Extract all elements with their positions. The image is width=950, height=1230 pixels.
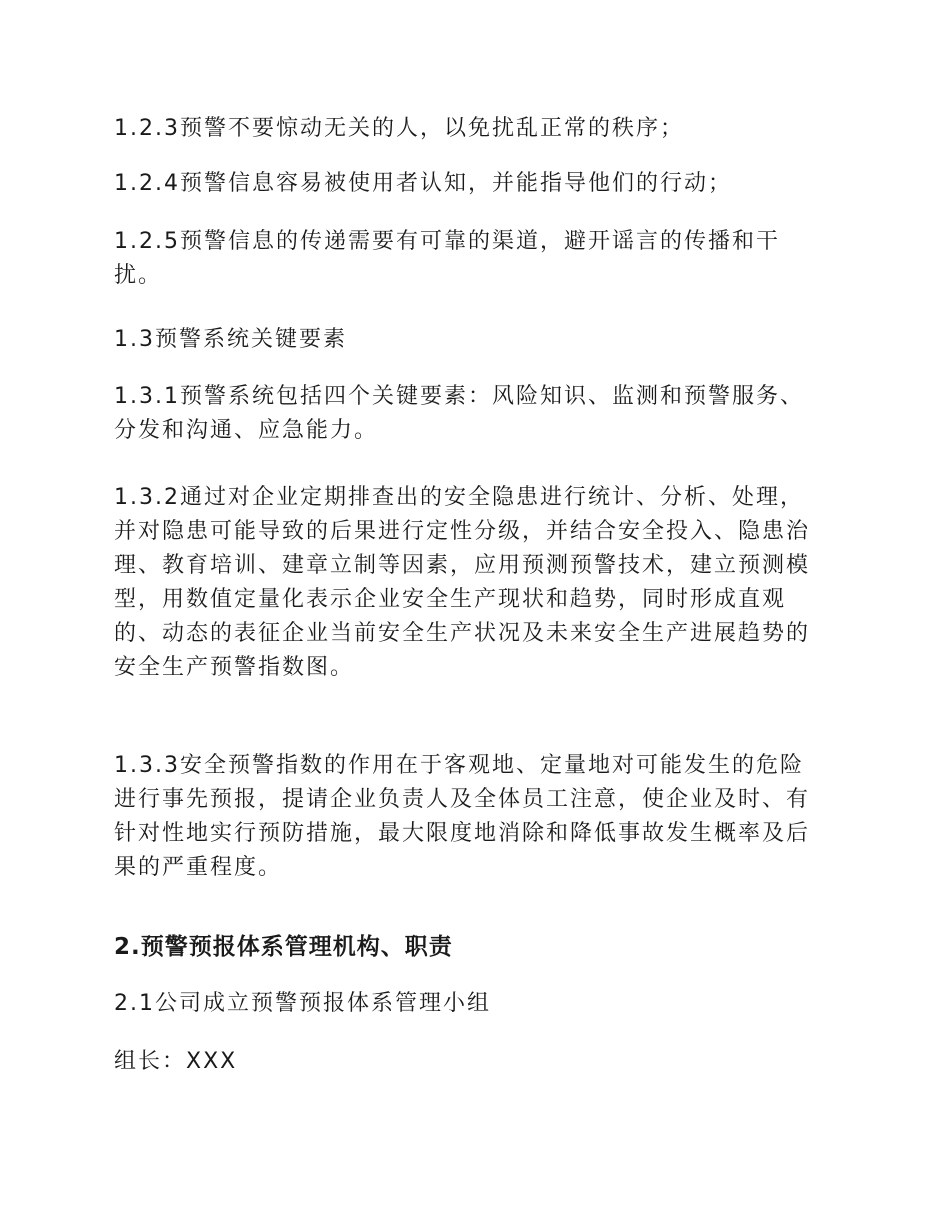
paragraph-2-1 xyxy=(114,987,838,1021)
text-line: 的、动态的表征企业当前安全生产状况及未来安全生产进展趋势的 xyxy=(114,621,811,646)
paragraph-team-leader xyxy=(114,1045,838,1079)
text-line: 2.1公司成立预警预报体系管理小组 xyxy=(114,991,491,1016)
text-line: 针对性地实行预防措施，最大限度地消除和降低事故发生概率及后 xyxy=(114,821,811,846)
paragraph-1-3-1 xyxy=(114,380,838,448)
text-line: 1.2.4预警信息容易被使用者认知，并能指导他们的行动； xyxy=(114,171,732,196)
paragraph-1-3-2 xyxy=(114,481,838,685)
text-line: 并对隐患可能导致的后果进行定性分级，并结合安全投入、隐患治 xyxy=(114,519,811,544)
text-line: 分发和沟通、应急能力。 xyxy=(114,418,379,443)
text-line: 型，用数值定量化表示企业安全生产现状和趋势，同时形成直观 xyxy=(114,587,787,612)
section-title-1-3 xyxy=(114,323,838,357)
text-line: 理、教育培训、建章立制等因素，应用预测预警技术，建立预测模 xyxy=(114,553,811,578)
paragraph-1-2-3 xyxy=(114,112,838,146)
text-line: 1.3预警系统关键要素 xyxy=(114,327,347,352)
paragraph-1-2-4 xyxy=(114,167,838,201)
text-line: 果的严重程度。 xyxy=(114,855,283,880)
text-line: 扰。 xyxy=(114,263,163,288)
text-line: 安全生产预警指数图。 xyxy=(114,655,355,680)
text-line: 1.3.2通过对企业定期排查出的安全隐患进行统计、分析、处理， xyxy=(114,485,804,510)
paragraph-1-3-3 xyxy=(114,749,838,885)
text-line: 1.2.5预警信息的传递需要有可靠的渠道，避开谣言的传播和干 xyxy=(114,229,780,254)
text-line: 进行事先预报，提请企业负责人及全体员工注意，使企业及时、有 xyxy=(114,787,811,812)
paragraph-1-2-5 xyxy=(114,225,838,293)
text-line: 1.3.1预警系统包括四个关键要素：风险知识、监测和预警服务、 xyxy=(114,384,804,409)
text-line: 1.2.3预警不要惊动无关的人，以免扰乱正常的秩序； xyxy=(114,116,684,141)
text-line: 组长：XXX xyxy=(114,1049,238,1074)
section-heading-2: 2.预警预报体系管理机构、职责 xyxy=(114,934,453,960)
text-line: 1.3.3安全预警指数的作用在于客观地、定量地对可能发生的危险 xyxy=(114,753,804,778)
